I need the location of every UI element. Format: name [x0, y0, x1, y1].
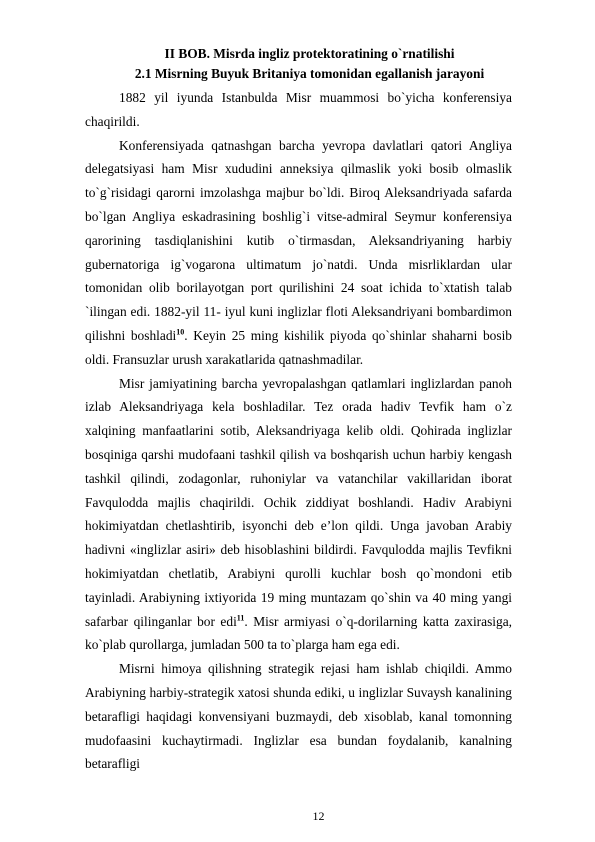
- footnote-ref-11[interactable]: 11: [236, 613, 245, 623]
- paragraph-1-text: 1882 yil iyunda Istanbulda Misr muammosi bo`yicha konferensiya chaqirildi.: [85, 90, 512, 129]
- paragraph-3-text: Misr jamiyatining barcha yevropalashgan qatlamlari inglizlardan panoh izlab Aleksandriyaga kela boshladilar. Tez orada hadiv Tevfik ham o`z xalqining manfaatlarini sotib, Aleksandriyaga kelib oldi. Qohirada inglizlar bosqiniga qarshi mudofaani tashkil qilish va boshqarish uchun harbiy kengash tashkil qilindi, zodagonlar, ruhoniylar va vatanchilar vakillaridan iborat Favqulodda majlis chaqirildi. Ochik ziddiyat boshlandi. Hadiv Arabiyni hokimiyatdan chetlashtirib, isyonchi deb e’lon qildi. Unga javoban Arabiy hadivni «inglizlar asiri» deb hisoblashini bildirdi. Favqulodda majlis Tevfikni hokimiyatdan chetlatib, Arabiyni qurolli kuchlar bosh qo`mondoni etib tayinladi. Arabiyning ixtiyorida 19 ming muntazam qo`shin va 40 ming yangi safarbar qilinganlar bor edi: [85, 375, 512, 629]
- footnote-ref-10[interactable]: 10: [176, 327, 185, 337]
- paragraph-2: [85, 134, 512, 372]
- page-content: [85, 44, 512, 776]
- page-number: 12: [312, 809, 325, 823]
- paragraph-4-text: Misrni himoya qilishning strategik rejasi ham ishlab chiqildi. Ammo Arabiyning harbiy-strategik xatosi shunda ediki, u inglizlar Suvaysh kanalining betarafligi haqidagi konvensiyani buzmaydi, deb xisoblab, kanal tomonning mudofaasini kuchaytirmadi. Inglizlar esa bundan foydalanib, kanalning betarafligi: [85, 661, 512, 772]
- section-title: 2.1 Misrning Buyuk Britaniya tomonidan egallanish jarayoni: [134, 66, 485, 81]
- paragraph-3-text-after: . Misr armiyasi o`q-dorilarning katta zaxirasiga, ko`plab qurollarga, jumladan 500 ta to`plarga ham ega edi.: [85, 613, 512, 653]
- paragraph-3: [85, 372, 512, 658]
- paragraph-2-text: Konferensiyada qatnashgan barcha yevropa davlatlari qatori Angliya delegatsiyasi ham Misr xududini anneksiya qilmaslik yoki bosib olmaslik to`g`risidagi qarorni imzolashga majbur bo`ldi. Biroq Aleksandriyada safarda bo`lgan Angliya eskadrasining boshlig`i vitse-admiral Seymur konferensiya qarorining tasdiqlanishini kutib o`tirmasdan, Aleksandriyaning harbiy gubernatoriga ig`vogarona ultimatum jo`natdi. Unda misrliklardan ular tomonidan olib borilayotgan port qurilishini 24 soat ichida to`xtatish talab `ilingan edi. 1882-yil 11- iyul kuni inglizlar floti Aleksandriyani bombardimon qilishni boshladi: [85, 137, 512, 343]
- chapter-title: II BOB. Misrda ingliz protektoratining o`rnatilishi: [164, 46, 455, 61]
- paragraph-1: [85, 86, 512, 134]
- paragraph-2-text-after: . Keyin 25 ming kishilik piyoda qo`shinlar shaharni bosib oldi. Fransuzlar urush xarakatlarida qatnashmadilar.: [85, 327, 513, 367]
- paragraph-4: [85, 657, 512, 776]
